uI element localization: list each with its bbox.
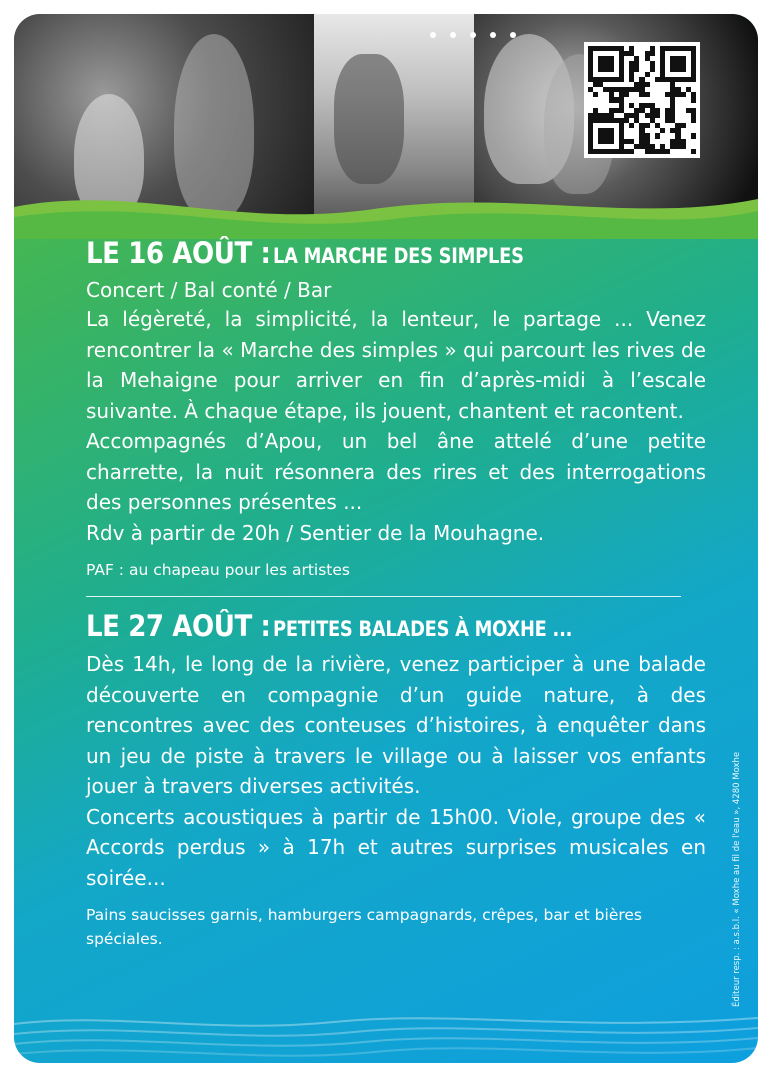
event-1-heading (86, 236, 706, 270)
event-2-note: Pains saucisses garnis, hamburgers campagnards, crêpes, bar et bières spéciales. (86, 906, 643, 948)
event-2-paragraph: Dès 14h, le long de la rivière, venez participer à une balade découverte en compagnie d’un guide nature, à des rencontres avec des conteuses d’histoires, à enquêter dans un jeu de piste à travers le village ou à laisser vos enfants jouer à travers diverses activités. (86, 652, 706, 798)
event-2-date: LE 27 AOÛT : (86, 609, 271, 643)
section-divider (86, 596, 681, 597)
event-1-subtitle: Concert / Bal conté / Bar (86, 278, 332, 302)
event-2-paragraph: Concerts acoustiques à partir de 15h00. Viole, groupe des « Accords perdus » à 17h et autres surprises musicales en soirée... (86, 804, 706, 890)
bottom-wave-decoration (14, 1004, 758, 1063)
event-1-note: PAF : au chapeau pour les artistes (86, 561, 350, 579)
decorative-dots (430, 32, 516, 38)
event-1-paragraph: La légèreté, la simplicité, la lenteur, le partage ... Venez rencontrer la « Marche des simples » qui parcourt les rives de la Mehaigne pour arriver en fin d’après-midi à l’escale suivante. À chaque étape, ils jouent, chantent et racontent. (86, 307, 706, 423)
event-1-paragraph: Accompagnés d’Apou, un bel âne attelé d’une petite charrette, la nuit résonnera des rires et des interrogations des personnes présentes ... (86, 429, 706, 514)
event-content (86, 236, 706, 951)
flyer-card (14, 14, 758, 1063)
event-2-title: PETITES BALADES À MOXHE ... (272, 617, 573, 641)
event-1-paragraph: Rdv à partir de 20h / Sentier de la Mouhagne. (86, 520, 545, 545)
event-2-heading (86, 609, 706, 643)
publisher-credit: Éditeur resp. : a.s.b.l. « Moxhe au fil de l'eau », 4280 Moxhe (732, 751, 742, 1007)
event-1-date: LE 16 AOÛT : (86, 236, 271, 270)
top-wave (14, 179, 758, 239)
event-1-title: LA MARCHE DES SIMPLES (272, 244, 524, 268)
qr-code-icon[interactable] (584, 42, 700, 158)
